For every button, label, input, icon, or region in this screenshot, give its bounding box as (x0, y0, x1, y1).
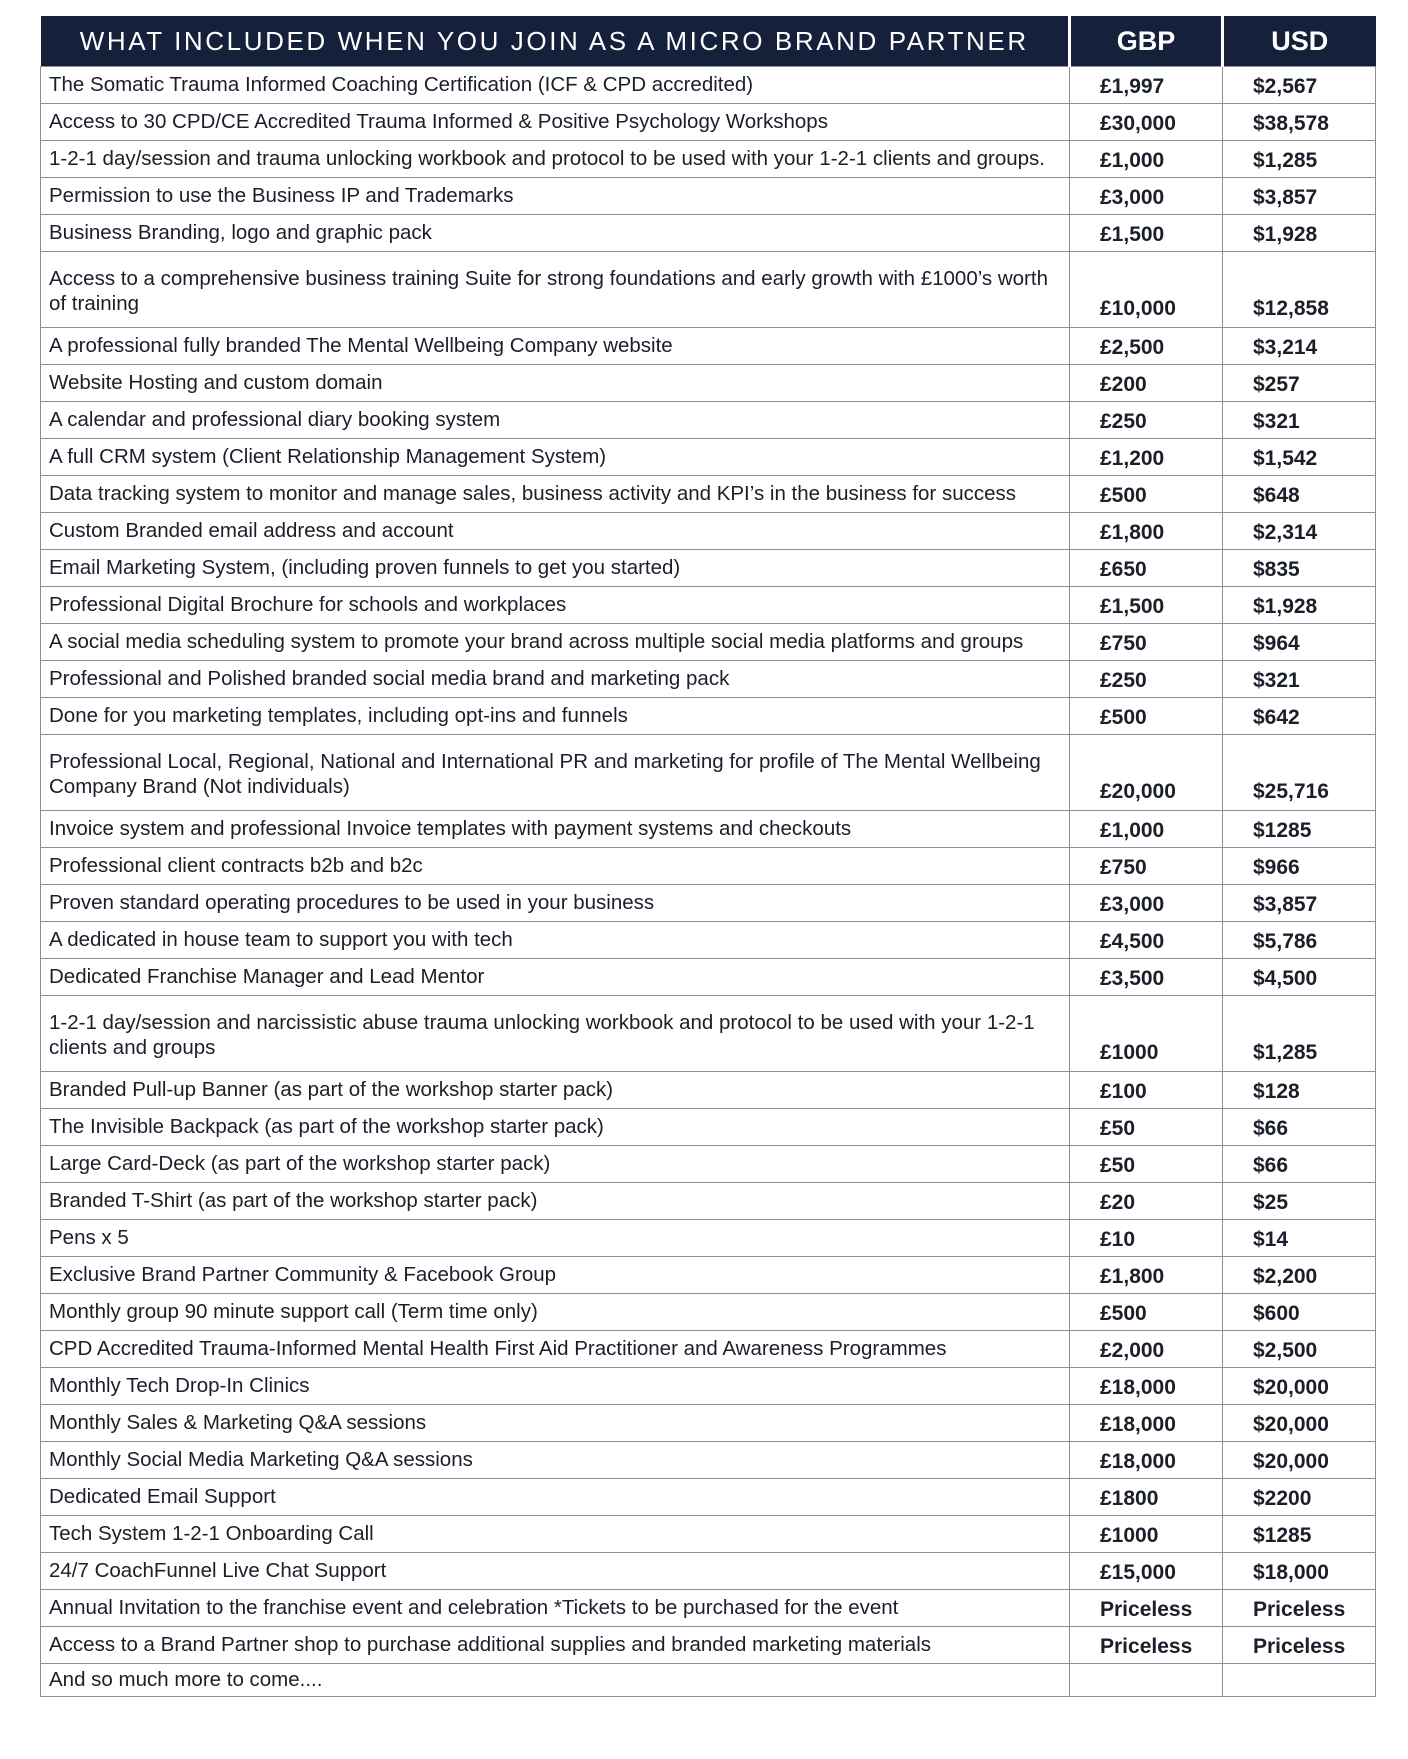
usd-value: $66 (1223, 1146, 1376, 1183)
gbp-value: £250 (1070, 661, 1223, 698)
item-description: Invoice system and professional Invoice templates with payment systems and checkouts (41, 811, 1070, 848)
item-description: Business Branding, logo and graphic pack (41, 215, 1070, 252)
table-row (41, 1516, 1376, 1553)
usd-value: $964 (1223, 624, 1376, 661)
item-description: Annual Invitation to the franchise event and celebration *Tickets to be purchased for the event (41, 1590, 1070, 1627)
usd-value: $1,928 (1223, 587, 1376, 624)
usd-value: $2,314 (1223, 513, 1376, 550)
table-row (41, 402, 1376, 439)
gbp-value: £50 (1070, 1109, 1223, 1146)
table-row (41, 1553, 1376, 1590)
usd-value: $2,500 (1223, 1331, 1376, 1368)
item-description: Professional Local, Regional, National and International PR and marketing for profile of The Mental Wellbeing Company Brand (Not individuals) (41, 735, 1070, 811)
item-description: Done for you marketing templates, including opt-ins and funnels (41, 698, 1070, 735)
item-description: The Invisible Backpack (as part of the workshop starter pack) (41, 1109, 1070, 1146)
table-row (41, 1368, 1376, 1405)
table-row (41, 252, 1376, 328)
gbp-value: £3,000 (1070, 178, 1223, 215)
gbp-value: £1,200 (1070, 439, 1223, 476)
item-description: Tech System 1-2-1 Onboarding Call (41, 1516, 1070, 1553)
item-description: And so much more to come.... (41, 1664, 1070, 1697)
usd-value: $1285 (1223, 1516, 1376, 1553)
gbp-value: £18,000 (1070, 1368, 1223, 1405)
item-description: Monthly Social Media Marketing Q&A sessions (41, 1442, 1070, 1479)
gbp-value: Priceless (1070, 1590, 1223, 1627)
usd-value: $20,000 (1223, 1442, 1376, 1479)
table-row (41, 1220, 1376, 1257)
gbp-value: £3,500 (1070, 959, 1223, 996)
table-row (41, 439, 1376, 476)
item-description: Dedicated Email Support (41, 1479, 1070, 1516)
gbp-value: £10 (1070, 1220, 1223, 1257)
usd-value: $835 (1223, 550, 1376, 587)
pricing-table-container (40, 16, 1375, 1697)
item-description: Access to a Brand Partner shop to purchase additional supplies and branded marketing materials (41, 1627, 1070, 1664)
table-row (41, 1072, 1376, 1109)
item-description: Monthly Sales & Marketing Q&A sessions (41, 1405, 1070, 1442)
item-description: A full CRM system (Client Relationship Management System) (41, 439, 1070, 476)
gbp-value: £750 (1070, 624, 1223, 661)
usd-value: $25 (1223, 1183, 1376, 1220)
usd-value: $38,578 (1223, 104, 1376, 141)
usd-value: Priceless (1223, 1627, 1376, 1664)
column-header-item: WHAT INCLUDED WHEN YOU JOIN AS A MICRO BRAND PARTNER (41, 16, 1070, 67)
item-description: 1-2-1 day/session and trauma unlocking workbook and protocol to be used with your 1-2-1 clients and groups. (41, 141, 1070, 178)
table-row (41, 476, 1376, 513)
gbp-value: £30,000 (1070, 104, 1223, 141)
gbp-value: £250 (1070, 402, 1223, 439)
usd-value: $2,567 (1223, 67, 1376, 104)
item-description: Branded T-Shirt (as part of the workshop starter pack) (41, 1183, 1070, 1220)
table-row (41, 328, 1376, 365)
table-row (41, 1664, 1376, 1697)
gbp-value: £18,000 (1070, 1442, 1223, 1479)
table-row (41, 1109, 1376, 1146)
table-row (41, 1257, 1376, 1294)
gbp-value: £650 (1070, 550, 1223, 587)
table-row (41, 1146, 1376, 1183)
usd-value: $648 (1223, 476, 1376, 513)
gbp-value: £750 (1070, 848, 1223, 885)
gbp-value: £100 (1070, 1072, 1223, 1109)
table-row (41, 848, 1376, 885)
gbp-value: £20 (1070, 1183, 1223, 1220)
table-row (41, 1627, 1376, 1664)
gbp-value: £500 (1070, 1294, 1223, 1331)
item-description: A social media scheduling system to promote your brand across multiple social media platforms and groups (41, 624, 1070, 661)
item-description: Large Card-Deck (as part of the workshop starter pack) (41, 1146, 1070, 1183)
table-row (41, 178, 1376, 215)
gbp-value: £2,500 (1070, 328, 1223, 365)
table-row (41, 1183, 1376, 1220)
item-description: Access to a comprehensive business training Suite for strong foundations and early growth with £1000’s worth of training (41, 252, 1070, 328)
gbp-value: £10,000 (1070, 252, 1223, 328)
usd-value: $321 (1223, 402, 1376, 439)
table-row (41, 996, 1376, 1072)
item-description: Dedicated Franchise Manager and Lead Mentor (41, 959, 1070, 996)
item-description: Pens x 5 (41, 1220, 1070, 1257)
gbp-value: £1,997 (1070, 67, 1223, 104)
table-row (41, 1294, 1376, 1331)
gbp-value: £200 (1070, 365, 1223, 402)
item-description: Monthly Tech Drop-In Clinics (41, 1368, 1070, 1405)
table-row (41, 959, 1376, 996)
gbp-value: £1000 (1070, 1516, 1223, 1553)
usd-value: $2,200 (1223, 1257, 1376, 1294)
usd-value: $18,000 (1223, 1553, 1376, 1590)
gbp-value (1070, 1664, 1223, 1697)
usd-value: $5,786 (1223, 922, 1376, 959)
table-row (41, 513, 1376, 550)
usd-value: $1,542 (1223, 439, 1376, 476)
item-description: Professional client contracts b2b and b2c (41, 848, 1070, 885)
gbp-value: £3,000 (1070, 885, 1223, 922)
gbp-value: £2,000 (1070, 1331, 1223, 1368)
usd-value: $20,000 (1223, 1405, 1376, 1442)
table-row (41, 1331, 1376, 1368)
table-row (41, 587, 1376, 624)
table-row (41, 811, 1376, 848)
usd-value: $66 (1223, 1109, 1376, 1146)
table-row (41, 661, 1376, 698)
item-description: Data tracking system to monitor and manage sales, business activity and KPI’s in the business for success (41, 476, 1070, 513)
item-description: Access to 30 CPD/CE Accredited Trauma Informed & Positive Psychology Workshops (41, 104, 1070, 141)
item-description: Professional Digital Brochure for schools and workplaces (41, 587, 1070, 624)
column-header-gbp: GBP (1070, 16, 1223, 67)
table-row (41, 698, 1376, 735)
table-body (41, 67, 1376, 1697)
usd-value: $3,857 (1223, 885, 1376, 922)
table-row (41, 1590, 1376, 1627)
usd-value: $3,214 (1223, 328, 1376, 365)
usd-value: $3,857 (1223, 178, 1376, 215)
item-description: Custom Branded email address and account (41, 513, 1070, 550)
gbp-value: £50 (1070, 1146, 1223, 1183)
table-row (41, 1405, 1376, 1442)
table-row (41, 922, 1376, 959)
gbp-value: £500 (1070, 698, 1223, 735)
usd-value: $2200 (1223, 1479, 1376, 1516)
table-row (41, 141, 1376, 178)
usd-value: $1285 (1223, 811, 1376, 848)
usd-value: $321 (1223, 661, 1376, 698)
item-description: Branded Pull-up Banner (as part of the workshop starter pack) (41, 1072, 1070, 1109)
gbp-value: £1,800 (1070, 1257, 1223, 1294)
item-description: A dedicated in house team to support you with tech (41, 922, 1070, 959)
table-row (41, 624, 1376, 661)
usd-value: $966 (1223, 848, 1376, 885)
item-description: Email Marketing System, (including proven funnels to get you started) (41, 550, 1070, 587)
usd-value: $128 (1223, 1072, 1376, 1109)
item-description: The Somatic Trauma Informed Coaching Certification (ICF & CPD accredited) (41, 67, 1070, 104)
gbp-value: £20,000 (1070, 735, 1223, 811)
item-description: Exclusive Brand Partner Community & Facebook Group (41, 1257, 1070, 1294)
usd-value: $600 (1223, 1294, 1376, 1331)
item-description: Permission to use the Business IP and Trademarks (41, 178, 1070, 215)
gbp-value: £500 (1070, 476, 1223, 513)
gbp-value: £4,500 (1070, 922, 1223, 959)
table-row (41, 1442, 1376, 1479)
table-header (41, 16, 1376, 67)
gbp-value: £1800 (1070, 1479, 1223, 1516)
gbp-value: £1000 (1070, 996, 1223, 1072)
usd-value: Priceless (1223, 1590, 1376, 1627)
usd-value: $20,000 (1223, 1368, 1376, 1405)
usd-value: $1,928 (1223, 215, 1376, 252)
gbp-value: £1,500 (1070, 587, 1223, 624)
table-row (41, 67, 1376, 104)
item-description: 1-2-1 day/session and narcissistic abuse trauma unlocking workbook and protocol to be used with your 1-2-1 clients and groups (41, 996, 1070, 1072)
usd-value: $4,500 (1223, 959, 1376, 996)
item-description: Professional and Polished branded social media brand and marketing pack (41, 661, 1070, 698)
item-description: CPD Accredited Trauma-Informed Mental Health First Aid Practitioner and Awareness Programmes (41, 1331, 1070, 1368)
gbp-value: £1,000 (1070, 141, 1223, 178)
table-row (41, 550, 1376, 587)
gbp-value: £1,800 (1070, 513, 1223, 550)
pricing-table (40, 16, 1376, 1697)
table-row (41, 735, 1376, 811)
usd-value: $12,858 (1223, 252, 1376, 328)
gbp-value: £1,000 (1070, 811, 1223, 848)
table-row (41, 365, 1376, 402)
usd-value: $257 (1223, 365, 1376, 402)
usd-value: $642 (1223, 698, 1376, 735)
gbp-value: Priceless (1070, 1627, 1223, 1664)
usd-value: $1,285 (1223, 996, 1376, 1072)
gbp-value: £1,500 (1070, 215, 1223, 252)
item-description: Proven standard operating procedures to be used in your business (41, 885, 1070, 922)
table-row (41, 104, 1376, 141)
gbp-value: £15,000 (1070, 1553, 1223, 1590)
item-description: Monthly group 90 minute support call (Term time only) (41, 1294, 1070, 1331)
item-description: A professional fully branded The Mental Wellbeing Company website (41, 328, 1070, 365)
usd-value: $25,716 (1223, 735, 1376, 811)
usd-value (1223, 1664, 1376, 1697)
item-description: A calendar and professional diary booking system (41, 402, 1070, 439)
table-row (41, 885, 1376, 922)
column-header-usd: USD (1223, 16, 1376, 67)
table-row (41, 1479, 1376, 1516)
gbp-value: £18,000 (1070, 1405, 1223, 1442)
usd-value: $14 (1223, 1220, 1376, 1257)
table-row (41, 215, 1376, 252)
item-description: 24/7 CoachFunnel Live Chat Support (41, 1553, 1070, 1590)
usd-value: $1,285 (1223, 141, 1376, 178)
item-description: Website Hosting and custom domain (41, 365, 1070, 402)
